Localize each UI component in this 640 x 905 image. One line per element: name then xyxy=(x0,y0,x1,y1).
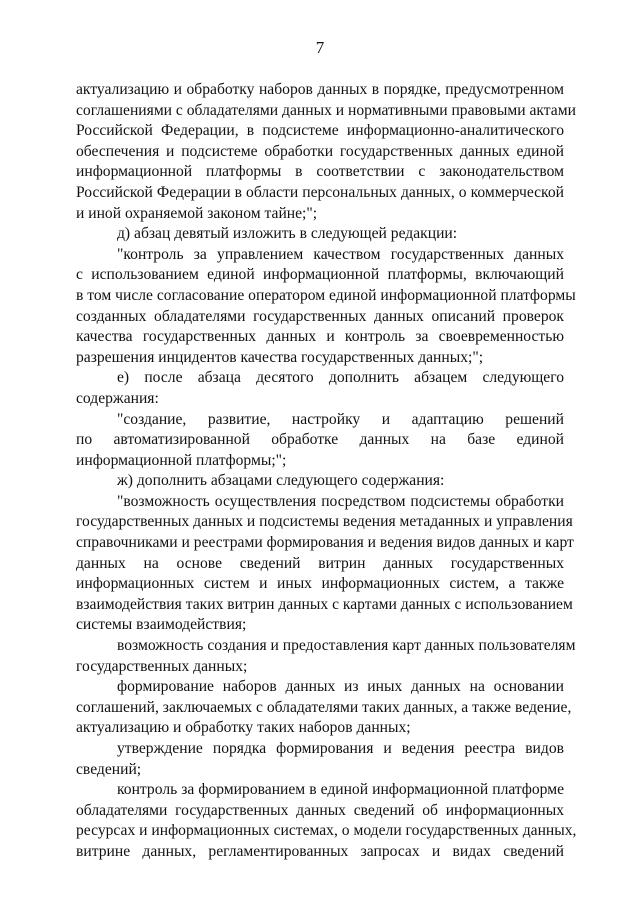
text-line: ресурсах и информационных системах, о модели государственных данных, xyxy=(76,822,577,840)
text-line: по автоматизированной обработке данных на базе единой xyxy=(76,431,564,449)
text-line: утверждение порядка формирования и ведения реестра видов xyxy=(117,740,564,757)
text-line: актуализацию и обработку наборов данных в порядке, предусмотренном xyxy=(76,81,564,98)
text-line: информационных систем и иных информационных систем, а также xyxy=(76,575,564,593)
text-line: формирование наборов данных из иных данных на основании xyxy=(117,678,564,696)
text-line: возможность создания и предоставления карт данных пользователям xyxy=(117,637,576,655)
text-line: в том числе согласование оператором единой информационной платформы xyxy=(76,286,576,304)
text-line: информационной платформы;"; xyxy=(76,451,287,469)
text-line: "контроль за управлением качеством государственных данных xyxy=(117,245,564,263)
text-line: государственных данных и подсистемы ведения метаданных и управления xyxy=(76,513,573,531)
text-line: соглашений, заключаемых с обладателями таких данных, а также ведение, xyxy=(76,698,572,716)
text-line: справочниками и реестрами формирования и ведения видов данных и карт xyxy=(76,534,574,552)
text-line: "возможность осуществления посредством подсистемы обработки xyxy=(117,492,564,510)
text-line: информационной платформы в соответствии с законодательством xyxy=(76,163,564,181)
text-line: соглашениями с обладателями данных и нормативными правовыми актами xyxy=(76,101,576,119)
text-line: государственных данных; xyxy=(76,657,248,675)
text-line: "создание, развитие, настройку и адаптацию решений xyxy=(117,410,564,428)
text-line: витрине данных, регламентированных запросах и видах сведений xyxy=(76,842,564,860)
text-line: ж) дополнить абзацами следующего содержания: xyxy=(117,472,445,490)
text-line: разрешения инцидентов качества государственных данных;"; xyxy=(76,348,484,366)
text-line: Российской Федерации в области персональных данных, о коммерческой xyxy=(76,183,564,201)
page-number: 7 xyxy=(315,38,325,57)
text-line: Российской Федерации, в подсистеме информационно-аналитического xyxy=(76,122,564,140)
text-line: обеспечения и подсистеме обработки государственных данных единой xyxy=(76,142,564,160)
text-line: д) абзац девятый изложить в следующей редакции: xyxy=(117,225,458,243)
text-line: контроль за формированием в единой информационной платформе xyxy=(117,781,564,799)
text-line: актуализацию и обработку таких наборов данных; xyxy=(76,719,411,737)
text-line: е) после абзаца десятого дополнить абзацем следующего xyxy=(117,369,564,387)
text-line: и иной охраняемой законом тайне;"; xyxy=(76,204,318,222)
text-line: созданных обладателями государственных данных описаний проверок xyxy=(76,307,564,325)
document-body xyxy=(76,80,577,863)
text-line: взаимодействия таких витрин данных с картами данных с использованием xyxy=(76,595,573,613)
text-line: сведений; xyxy=(76,760,142,778)
text-line: обладателями государственных данных сведений об информационных xyxy=(76,801,564,819)
text-line: с использованием единой информационной платформы, включающий xyxy=(76,266,564,284)
text-line: качества государственных данных и контроль за своевременностью xyxy=(76,328,564,346)
text-line: системы взаимодействия; xyxy=(76,616,247,634)
text-line: данных на основе сведений витрин данных государственных xyxy=(76,554,564,572)
text-line: содержания: xyxy=(76,389,159,407)
